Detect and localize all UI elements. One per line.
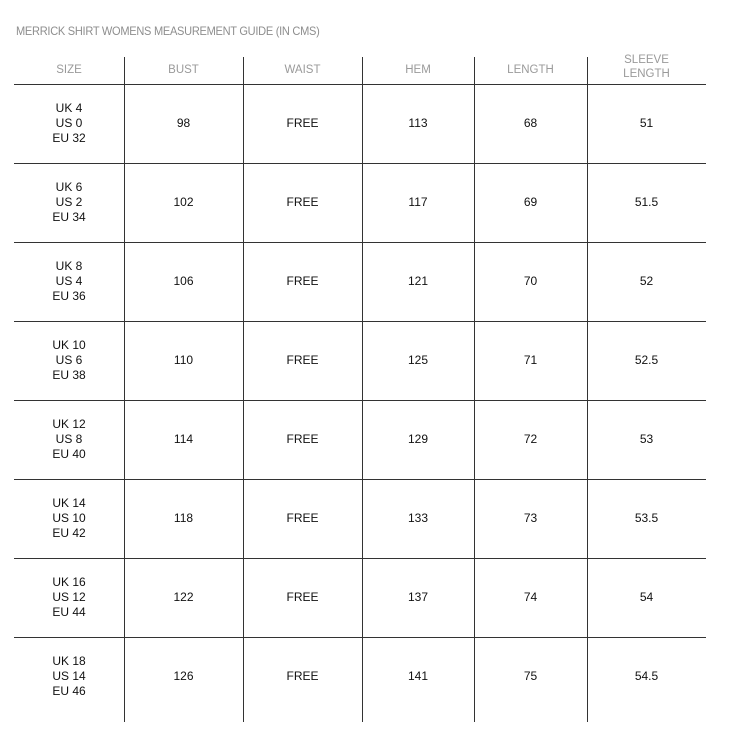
bust-cell: 122	[173, 590, 194, 604]
column-divider	[587, 57, 588, 722]
size-us: US 10	[52, 511, 86, 525]
length-cell: 68	[523, 116, 538, 130]
size-us: US 14	[52, 669, 86, 683]
bust-cell: 110	[173, 353, 194, 367]
bust-cell: 98	[176, 116, 191, 130]
waist-cell: FREE	[286, 669, 319, 683]
size-uk: UK 4	[55, 101, 83, 115]
row-divider	[14, 479, 706, 480]
size-eu: EU 34	[52, 210, 86, 224]
size-uk: UK 6	[55, 180, 83, 194]
size-cell	[14, 479, 124, 558]
size-us: US 8	[55, 432, 83, 446]
row-divider	[14, 163, 706, 164]
column-divider	[362, 57, 363, 722]
bust-cell: 126	[173, 669, 194, 683]
sleeve-length-cell: 53	[639, 432, 654, 446]
row-divider	[14, 242, 706, 243]
size-uk: UK 14	[52, 496, 86, 510]
header-sleeve-line1: SLEEVE	[624, 54, 669, 66]
size-cell	[14, 637, 124, 716]
bust-cell: 106	[173, 274, 194, 288]
hem-cell: 125	[407, 353, 429, 367]
column-divider	[243, 57, 244, 722]
sleeve-length-cell: 51.5	[634, 195, 659, 209]
size-cell	[14, 321, 124, 400]
measurement-table	[14, 56, 706, 722]
size-eu: EU 38	[52, 368, 86, 382]
size-eu: EU 40	[52, 447, 86, 461]
waist-cell: FREE	[286, 195, 319, 209]
size-uk: UK 10	[52, 338, 86, 352]
waist-cell: FREE	[286, 274, 319, 288]
waist-cell: FREE	[286, 590, 319, 604]
hem-cell: 129	[407, 432, 429, 446]
size-eu: EU 36	[52, 289, 86, 303]
size-us: US 6	[55, 353, 83, 367]
sleeve-length-cell: 51	[639, 116, 654, 130]
header-sleeve-line2: LENGTH	[623, 68, 670, 80]
sleeve-length-cell: 53.5	[634, 511, 659, 525]
size-eu: EU 32	[52, 131, 86, 145]
size-uk: UK 18	[52, 654, 86, 668]
size-cell	[14, 84, 124, 163]
size-eu: EU 42	[52, 526, 86, 540]
size-uk: UK 8	[55, 259, 83, 273]
page-title: MERRICK SHIRT WOMENS MEASUREMENT GUIDE (IN CMS)	[16, 24, 320, 38]
size-cell	[14, 163, 124, 242]
bust-cell: 118	[173, 511, 194, 525]
length-cell: 75	[523, 669, 538, 683]
row-divider	[14, 321, 706, 322]
row-divider	[14, 84, 706, 85]
length-cell: 73	[523, 511, 538, 525]
sleeve-length-cell: 54.5	[634, 669, 659, 683]
hem-cell: 141	[407, 669, 429, 683]
size-eu: EU 46	[52, 684, 86, 698]
size-us: US 2	[55, 195, 83, 209]
length-cell: 70	[523, 274, 538, 288]
waist-cell: FREE	[286, 353, 319, 367]
size-uk: UK 12	[52, 417, 86, 431]
waist-cell: FREE	[286, 432, 319, 446]
size-us: US 4	[55, 274, 83, 288]
column-divider	[124, 57, 125, 722]
size-cell	[14, 242, 124, 321]
waist-cell: FREE	[286, 511, 319, 525]
size-cell	[14, 400, 124, 479]
row-divider	[14, 558, 706, 559]
hem-cell: 121	[407, 274, 429, 288]
header-waist: WAIST	[284, 64, 321, 76]
row-divider	[14, 400, 706, 401]
size-us: US 12	[52, 590, 86, 604]
hem-cell: 113	[408, 116, 428, 130]
size-cell	[14, 558, 124, 637]
length-cell: 69	[523, 195, 538, 209]
length-cell: 74	[523, 590, 538, 604]
row-divider	[14, 637, 706, 638]
header-size: SIZE	[56, 64, 82, 76]
length-cell: 72	[523, 432, 538, 446]
header-length: LENGTH	[507, 64, 554, 76]
bust-cell: 102	[173, 195, 194, 209]
bust-cell: 114	[173, 432, 194, 446]
hem-cell: 137	[407, 590, 429, 604]
size-uk: UK 16	[52, 575, 86, 589]
size-eu: EU 44	[52, 605, 86, 619]
length-cell: 71	[523, 353, 538, 367]
sleeve-length-cell: 52	[639, 274, 654, 288]
sleeve-length-cell: 52.5	[634, 353, 659, 367]
sleeve-length-cell: 54	[639, 590, 654, 604]
column-divider	[474, 57, 475, 722]
hem-cell: 133	[407, 511, 429, 525]
hem-cell: 117	[408, 195, 428, 209]
header-bust: BUST	[168, 64, 199, 76]
waist-cell: FREE	[286, 116, 319, 130]
header-sleeve-length	[587, 50, 706, 84]
header-hem: HEM	[405, 64, 431, 76]
size-us: US 0	[55, 116, 83, 130]
